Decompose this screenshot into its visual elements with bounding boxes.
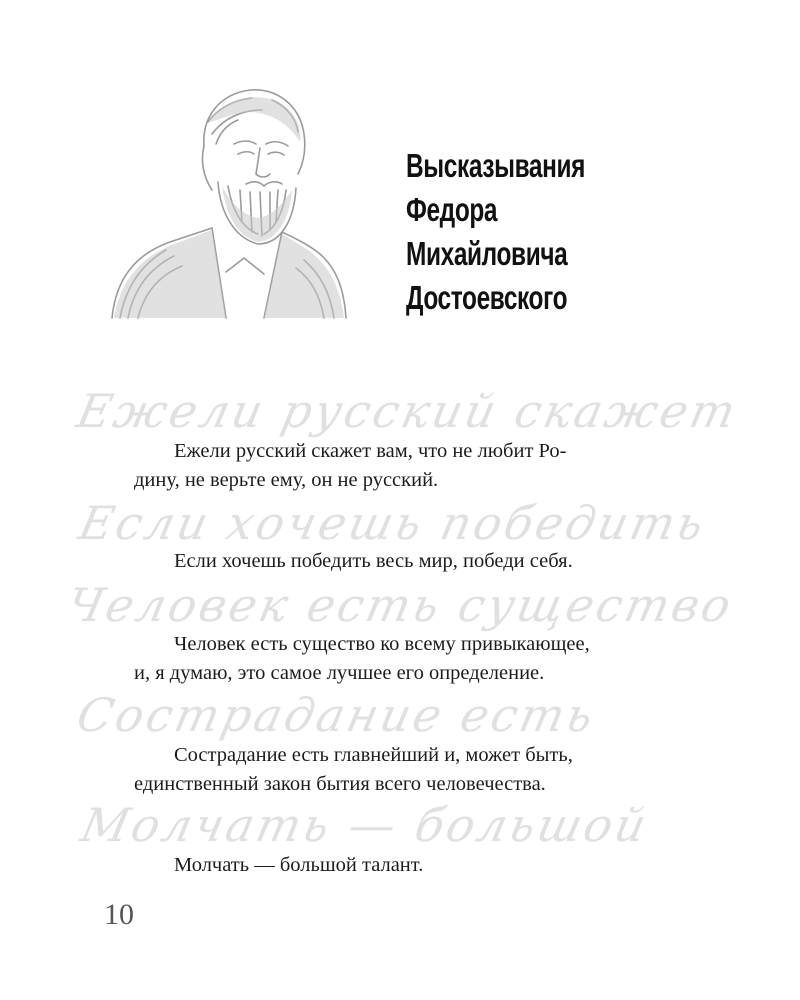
quote-text (134, 547, 696, 576)
script-watermark: Ежели русский скажет (72, 384, 744, 438)
quote-text (134, 437, 696, 495)
quote-text (134, 741, 696, 799)
quote-line: Если хочешь победить весь мир, победи себя. (174, 550, 573, 572)
title-line: Михайловича (406, 235, 568, 272)
quote-text (134, 630, 696, 688)
script-watermark: Молчать — большой (76, 798, 654, 852)
quote-line: Сострадание есть главнейший и, может быть, (174, 744, 573, 766)
title-line: Федора (406, 191, 498, 228)
script-watermark: Если хочешь победить (74, 496, 712, 550)
script-watermark: Человек есть существо (62, 578, 739, 632)
quote-line: и, я думаю, это самое лучшее его определение. (134, 662, 545, 684)
book-title (406, 144, 736, 320)
page-number: 10 (104, 898, 134, 931)
quote-line: Ежели русский скажет вам, что не любит Ро- (174, 440, 567, 462)
quote-line: Человек есть существо ко всему привыкающее, (174, 633, 590, 655)
title-line: Достоевского (406, 279, 568, 316)
quote-line: единственный закон бытия всего человечества. (134, 773, 546, 795)
title-line: Высказывания (406, 147, 586, 184)
quote-line: Молчать — большой талант. (174, 854, 424, 876)
portrait-icon (108, 82, 350, 320)
quote-line: дину, не верьте ему, он не русский. (134, 469, 439, 491)
quote-text (134, 851, 696, 880)
script-watermark: Сострадание есть (72, 688, 601, 742)
